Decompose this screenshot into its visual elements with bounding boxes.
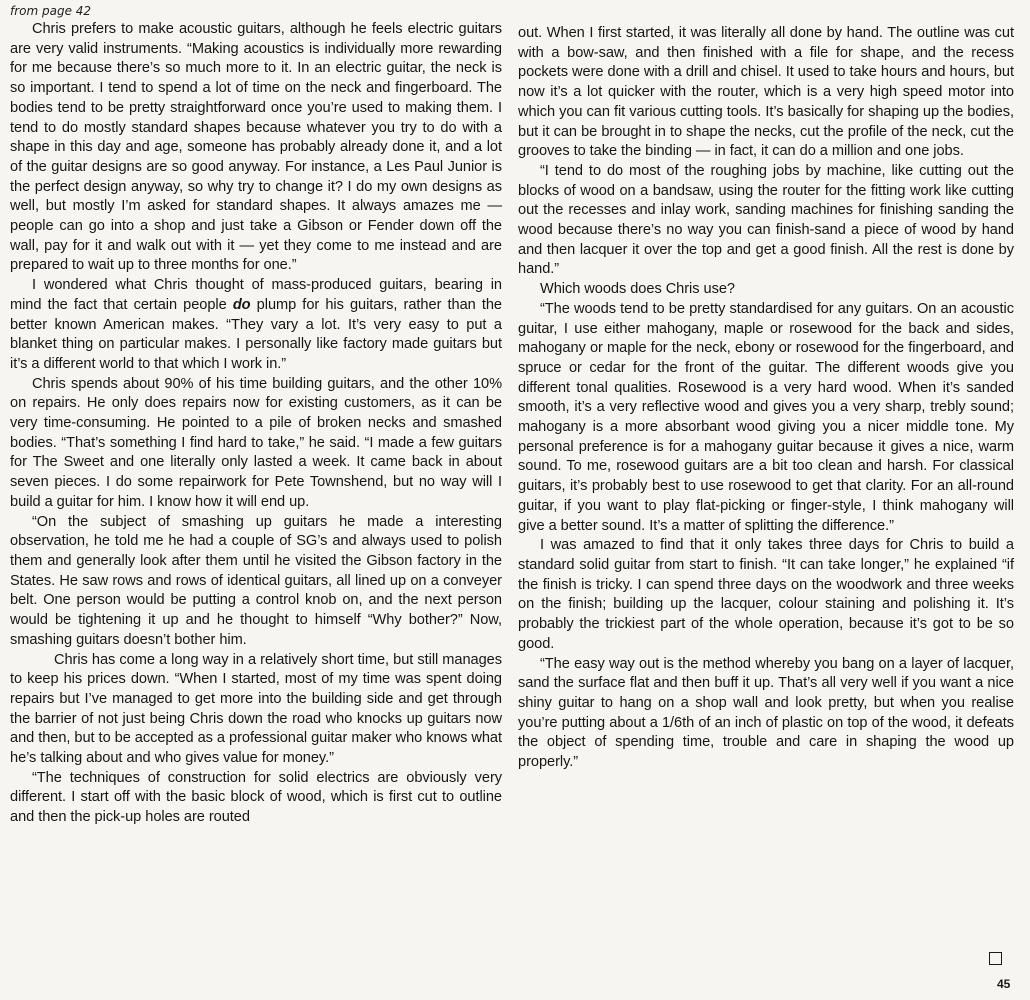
paragraph: Chris spends about 90% of his time building guitars, and the other 10% on repairs. He only does repairs now for existing customers, as it can be very time-consuming. He pointed to a pile of broken necks and smashed bodies. “That’s something I find hard to take,” he said. “I made a few guitars for The Sweet and one literally only lasted a week. It came back in about seven pieces. I do some repairwork for Pete Townshend, but no way will I build a guitar for him. I know how it will end up. — [10, 375, 502, 510]
paragraph: I was amazed to find that it only takes three days for Chris to build a standard solid guitar from start to finish. “It can take longer,” he explained “if the finish is tricky. I can spend three days on the woodwork and three weeks on the finish; building up the lacquer, colour staining and polishing it. It’s probably the trickiest part of the whole operation, because it’s got to be so good. — [518, 537, 1014, 652]
paragraph-text: plump for his guitars, rather than the better known American makes. “They vary a lot. It’s very easy to put a blanket thing on particular makes. I personally like factory made guitars but it’s a different world to that which I work in.” — [10, 296, 502, 372]
continued-from-label: from page 42 — [10, 4, 92, 18]
paragraph: “The woods tend to be pretty standardised for any guitars. On an acoustic guitar, I use either mahogany, maple or rosewood for the back and sides, mahogany or maple for the neck, ebony or rosewood for the fingerboard, and spruce or cedar for the front of the guitar. The different woods give you different tonal qualities. Rosewood is a very hard wood. When it’s sanded smooth, it’s a very reflective wood and gives you a very sharp, trebly sound; mahogany is a more absorbant wood giving you a nicer middle tone. My personal preference is for a mahogany guitar because it gives a nice, warm sound. To me, rosewood guitars are a bit too clean and harsh. For classical guitars, it’s probably best to use rosewood to get that clarity. For an all-round guitar, if you want to play flat-picking or finger-style, I think mahogany will give a better sound. It’s a matter of splitting the difference.” — [518, 300, 1014, 534]
left-column — [10, 20, 502, 828]
paragraph: out. When I first started, it was literally all done by hand. The outline was cut with a bow-saw, and then finished with a file for shape, and the recess pockets were done with a drill and chisel. It used to take hours and hours, but now it’s a lot quicker with the router, which is a very high speed motor into which you can fit various cutting tools. It’s basically for shaping up the bodies, but it can be brought in to shape the necks, cut the profile of the neck, cut the grooves to take the binding — in fact, it can do a million and one jobs. — [518, 25, 1014, 160]
question-line: Which woods does Chris use? — [540, 281, 735, 298]
paragraph: “The easy way out is the method whereby you bang on a layer of lacquer, sand the surface flat and then buff it up. That’s all very well if you want a nice shiny guitar to hang on a shop wall and look pretty, but when you realise you’re putting about a 1/6th of an inch of plastic on top of the wood, it defeats the object of spending time, trouble and care in shaping the wood up properly.” — [518, 655, 1014, 771]
end-of-article-square-icon — [989, 952, 1002, 965]
paragraph-text: I wondered what Chris thought of mass-produced guitars, bearing in mind the fact that certain people — [10, 277, 502, 313]
paragraph — [10, 276, 502, 375]
right-column — [518, 24, 1014, 773]
paragraph: “On the subject of smashing up guitars he made a interesting observation, he told me he had a couple of SG’s and always used to polish them and generally look after them until he visited the Gibson factory in the States. He saw rows and rows of identical guitars, all lined up on a conveyer belt. One person would be putting a control knob on, and the next person would be tightening it up and he thought to himself “Why bother?” Now, smashing guitars doesn’t bother him. — [10, 513, 502, 648]
paragraph: “I tend to do most of the roughing jobs by machine, like cutting out the blocks of wood on a bandsaw, using the router for the fitting work like cutting out the recesses and inlay work, sanding machines for finishing sanding the wood because there’s no way you can finish-sand a piece of wood by hand and then lacquer it over the top and get a good finish. All the rest is done by hand.” — [518, 162, 1014, 278]
paragraph: Chris prefers to make acoustic guitars, although he feels electric guitars are very valid instruments. “Making acoustics is individually more rewarding for me because there’s so much more to it. In an electric guitar, the neck is so important. I tend to spend a lot of time on the neck and fingerboard. The bodies tend to be pretty straightforward once you’re used to making them. I tend to do mostly standard shapes because whatever you try to do with a shape in this day and age, someone has probably already done it, and a lot of the guitar designs are so good anyway. For instance, a Les Paul Junior is the perfect design anyway, so why try to change it? I do my own designs as well, but mostly I’m asked for standard shapes. It always amazes me — people can go into a shop and just take a Gibson or Fender down off the wall, pay for it and walk out with it — yet they come to me instead and are prepared to wait up to three months for one.” — [10, 21, 502, 274]
emphasis-word: do — [232, 296, 251, 313]
paragraph: Chris has come a long way in a relatively short time, but still manages to keep his prices down. “When I started, most of my time was spent doing repairs but I’ve managed to get more into the building side and get through the barrier of not just being Chris down the road who knocks up guitars now and then, but to be accepted as a professional guitar maker who knows what he’s talking about and who gives value for money.” — [10, 651, 502, 767]
paragraph: “The techniques of construction for solid electrics are obviously very different. I start off with the basic block of wood, which is first cut to outline and then the pick-up holes are routed — [10, 769, 502, 826]
page-number: 45 — [997, 977, 1011, 991]
